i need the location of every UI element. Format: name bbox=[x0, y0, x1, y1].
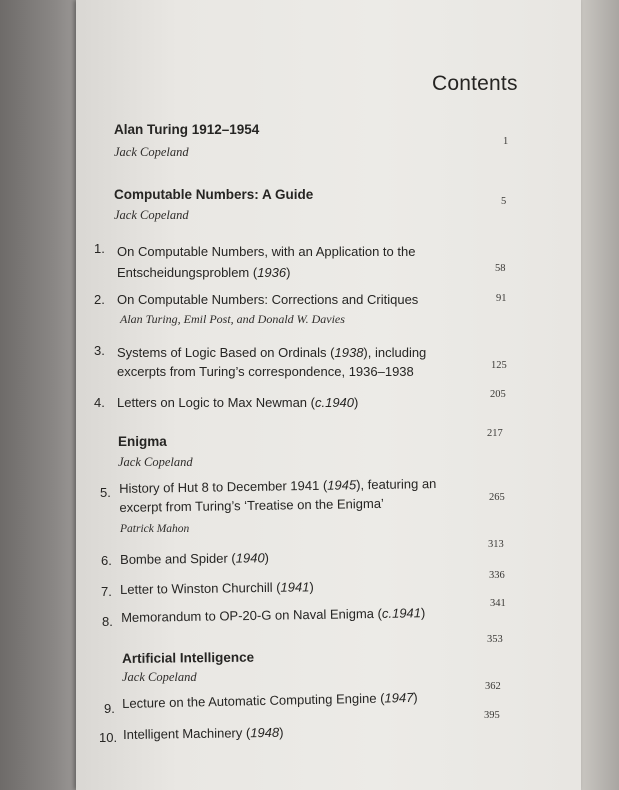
entry-title-line: ), including bbox=[363, 345, 427, 360]
page-number: 125 bbox=[491, 360, 507, 371]
entry-year: 1945 bbox=[327, 477, 357, 493]
section-title: Alan Turing 1912–1954 bbox=[114, 122, 260, 137]
entry-title-line: Memorandum to OP-20-G on Naval Enigma ( bbox=[121, 605, 383, 625]
entry-number: 6. bbox=[101, 553, 112, 568]
entry-number: 1. bbox=[94, 241, 105, 256]
entry-title-line: Letters on Logic to Max Newman ( bbox=[117, 395, 315, 410]
entry-number: 9. bbox=[104, 701, 115, 716]
page-number: 217 bbox=[487, 428, 503, 439]
entry-title-line: ) bbox=[420, 605, 426, 621]
entry-year: 1947 bbox=[384, 689, 414, 706]
background-left bbox=[0, 0, 78, 790]
section-title: Enigma bbox=[118, 434, 167, 449]
entry-title-line: ) bbox=[286, 265, 291, 280]
page-number: 313 bbox=[488, 539, 504, 550]
entry-author: Alan Turing, Emil Post, and Donald W. Davies bbox=[120, 312, 345, 326]
background-right bbox=[581, 0, 619, 790]
entry-title-line: ) bbox=[279, 724, 284, 740]
section-author: Jack Copeland bbox=[114, 145, 189, 159]
entry-number: 7. bbox=[101, 584, 112, 599]
entry-title-line: Entscheidungsproblem ( bbox=[117, 265, 258, 280]
section-title: Computable Numbers: A Guide bbox=[114, 187, 314, 202]
entry-title-line: Lecture on the Automatic Computing Engine ( bbox=[122, 690, 385, 711]
entry-number: 3. bbox=[94, 343, 105, 358]
entry-year: c.1941 bbox=[381, 605, 422, 621]
entry-author: Patrick Mahon bbox=[120, 523, 190, 535]
entry-year: 1941 bbox=[280, 579, 310, 595]
page-number: 336 bbox=[489, 570, 505, 581]
entry-year: 1940 bbox=[235, 550, 265, 566]
entry-title-line: ) bbox=[354, 395, 359, 410]
entry-title-line: excerpt from Turing’s ‘Treatise on the Enigma’ bbox=[119, 495, 384, 515]
page-number: 395 bbox=[484, 710, 500, 721]
entry-number: 10. bbox=[99, 730, 118, 745]
entry-title: On Computable Numbers: Corrections and Critiques bbox=[117, 292, 419, 307]
entry-title bbox=[117, 395, 358, 410]
entry-year: 1936 bbox=[257, 265, 287, 280]
entry-title-line: History of Hut 8 to December 1941 ( bbox=[119, 477, 328, 496]
page-number: 205 bbox=[490, 389, 506, 400]
entry-title-line: On Computable Numbers, with an Application to the bbox=[117, 244, 416, 259]
entry-title bbox=[121, 605, 425, 625]
entry-year: 1948 bbox=[250, 724, 280, 741]
entry-title bbox=[122, 690, 418, 711]
entry-title-line: ) bbox=[309, 579, 314, 595]
section-author: Jack Copeland bbox=[114, 208, 189, 222]
page-number: 1 bbox=[503, 136, 509, 147]
entry-title bbox=[120, 579, 314, 597]
entry-title bbox=[119, 474, 437, 517]
entry-title-line: excerpts from Turing’s correspondence, 1936–1938 bbox=[117, 364, 414, 379]
entry-title-line: Bombe and Spider ( bbox=[120, 550, 236, 567]
page-number: 353 bbox=[487, 634, 503, 645]
page-number: 265 bbox=[489, 492, 505, 503]
entry-title-line: Letter to Winston Churchill ( bbox=[120, 579, 281, 597]
entry-title bbox=[120, 550, 269, 567]
entry-number: 4. bbox=[94, 395, 105, 410]
section-author: Jack Copeland bbox=[122, 670, 197, 684]
entry-title bbox=[117, 343, 426, 381]
entry-title bbox=[123, 725, 284, 742]
section-title: Artificial Intelligence bbox=[122, 649, 255, 666]
book-page bbox=[76, 0, 581, 790]
page-number: 58 bbox=[495, 263, 506, 274]
entry-year: 1938 bbox=[334, 345, 364, 360]
entry-title-line: Intelligent Machinery ( bbox=[123, 725, 251, 742]
page-number: 341 bbox=[490, 598, 506, 609]
page-number: 362 bbox=[485, 681, 501, 692]
entry-year: c.1940 bbox=[314, 395, 355, 410]
page-number: 5 bbox=[501, 196, 507, 207]
contents-heading: Contents bbox=[432, 72, 518, 95]
entry-number: 5. bbox=[100, 485, 111, 500]
entry-title bbox=[117, 241, 415, 283]
page-number: 91 bbox=[496, 293, 507, 304]
entry-title-line: ) bbox=[413, 689, 418, 705]
entry-title-line: ) bbox=[264, 550, 270, 566]
entry-title-line: ), featuring an bbox=[356, 476, 437, 493]
entry-number: 8. bbox=[102, 614, 113, 629]
entry-title-line: Systems of Logic Based on Ordinals ( bbox=[117, 345, 335, 360]
entry-number: 2. bbox=[94, 292, 105, 307]
section-author: Jack Copeland bbox=[118, 455, 193, 469]
